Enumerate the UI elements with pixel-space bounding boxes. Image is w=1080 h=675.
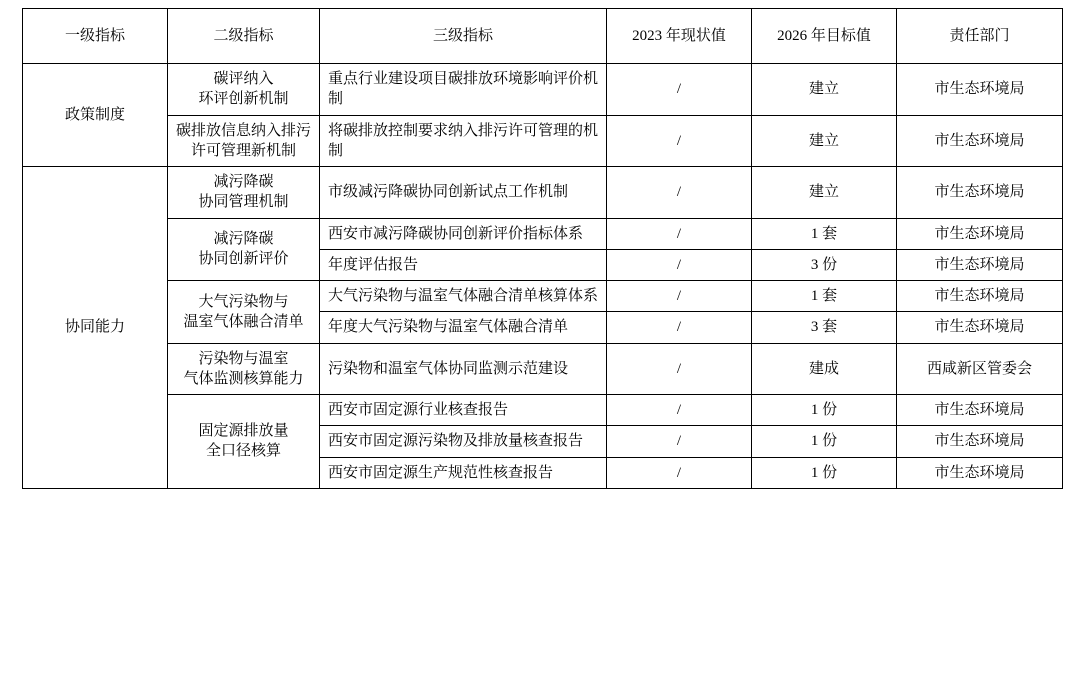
cell-level2: 碳评纳入 环评创新机制	[168, 64, 320, 116]
cell-current-value: /	[607, 395, 752, 426]
cell-current-value: /	[607, 426, 752, 457]
cell-current-value: /	[607, 167, 752, 219]
cell-target-value: 建立	[752, 167, 897, 219]
cell-level3: 市级减污降碳协同创新试点工作机制	[320, 167, 607, 219]
column-header-target-value: 2026 年目标值	[752, 9, 897, 64]
cell-current-value: /	[607, 343, 752, 395]
cell-level3: 西安市固定源污染物及排放量核查报告	[320, 426, 607, 457]
column-header-level1: 一级指标	[23, 9, 168, 64]
cell-level2: 污染物与温室 气体监测核算能力	[168, 343, 320, 395]
cell-current-value: /	[607, 218, 752, 249]
cell-target-value: 建立	[752, 64, 897, 116]
cell-level2: 减污降碳 协同管理机制	[168, 167, 320, 219]
cell-level2: 减污降碳 协同创新评价	[168, 218, 320, 281]
indicator-table	[22, 8, 1063, 489]
cell-department: 市生态环境局	[897, 64, 1063, 116]
cell-current-value: /	[607, 115, 752, 167]
column-header-level2: 二级指标	[168, 9, 320, 64]
cell-level3: 西安市固定源生产规范性核查报告	[320, 457, 607, 488]
cell-department: 市生态环境局	[897, 249, 1063, 280]
cell-target-value: 建成	[752, 343, 897, 395]
column-header-level3: 三级指标	[320, 9, 607, 64]
cell-department: 市生态环境局	[897, 115, 1063, 167]
cell-level3: 西安市减污降碳协同创新评价指标体系	[320, 218, 607, 249]
cell-current-value: /	[607, 281, 752, 312]
cell-level3: 大气污染物与温室气体融合清单核算体系	[320, 281, 607, 312]
cell-level2: 碳排放信息纳入排污许可管理新机制	[168, 115, 320, 167]
cell-current-value: /	[607, 457, 752, 488]
cell-level3: 重点行业建设项目碳排放环境影响评价机制	[320, 64, 607, 116]
cell-level3: 年度大气污染物与温室气体融合清单	[320, 312, 607, 343]
cell-department: 市生态环境局	[897, 218, 1063, 249]
cell-department: 市生态环境局	[897, 426, 1063, 457]
table-header	[23, 9, 1063, 64]
cell-target-value: 建立	[752, 115, 897, 167]
cell-department: 市生态环境局	[897, 312, 1063, 343]
table-row	[23, 115, 1063, 167]
table-row	[23, 343, 1063, 395]
cell-level3: 污染物和温室气体协同监测示范建设	[320, 343, 607, 395]
cell-level3: 西安市固定源行业核查报告	[320, 395, 607, 426]
column-header-current-value: 2023 年现状值	[607, 9, 752, 64]
cell-current-value: /	[607, 312, 752, 343]
cell-target-value: 1 套	[752, 281, 897, 312]
cell-target-value: 1 份	[752, 457, 897, 488]
table-row	[23, 218, 1063, 249]
cell-current-value: /	[607, 249, 752, 280]
table-body	[23, 64, 1063, 489]
table-row	[23, 64, 1063, 116]
cell-department: 市生态环境局	[897, 167, 1063, 219]
cell-department: 西咸新区管委会	[897, 343, 1063, 395]
cell-target-value: 1 份	[752, 395, 897, 426]
cell-level2: 大气污染物与 温室气体融合清单	[168, 281, 320, 344]
cell-level1: 政策制度	[23, 64, 168, 167]
cell-level2: 固定源排放量 全口径核算	[168, 395, 320, 489]
table-row	[23, 167, 1063, 219]
cell-target-value: 1 份	[752, 426, 897, 457]
cell-level3: 年度评估报告	[320, 249, 607, 280]
cell-target-value: 3 份	[752, 249, 897, 280]
cell-target-value: 1 套	[752, 218, 897, 249]
column-header-department: 责任部门	[897, 9, 1063, 64]
cell-department: 市生态环境局	[897, 395, 1063, 426]
table-header-row	[23, 9, 1063, 64]
table-row	[23, 395, 1063, 426]
cell-current-value: /	[607, 64, 752, 116]
cell-target-value: 3 套	[752, 312, 897, 343]
table-row	[23, 281, 1063, 312]
cell-level1: 协同能力	[23, 167, 168, 489]
cell-level3: 将碳排放控制要求纳入排污许可管理的机制	[320, 115, 607, 167]
cell-department: 市生态环境局	[897, 281, 1063, 312]
cell-department: 市生态环境局	[897, 457, 1063, 488]
